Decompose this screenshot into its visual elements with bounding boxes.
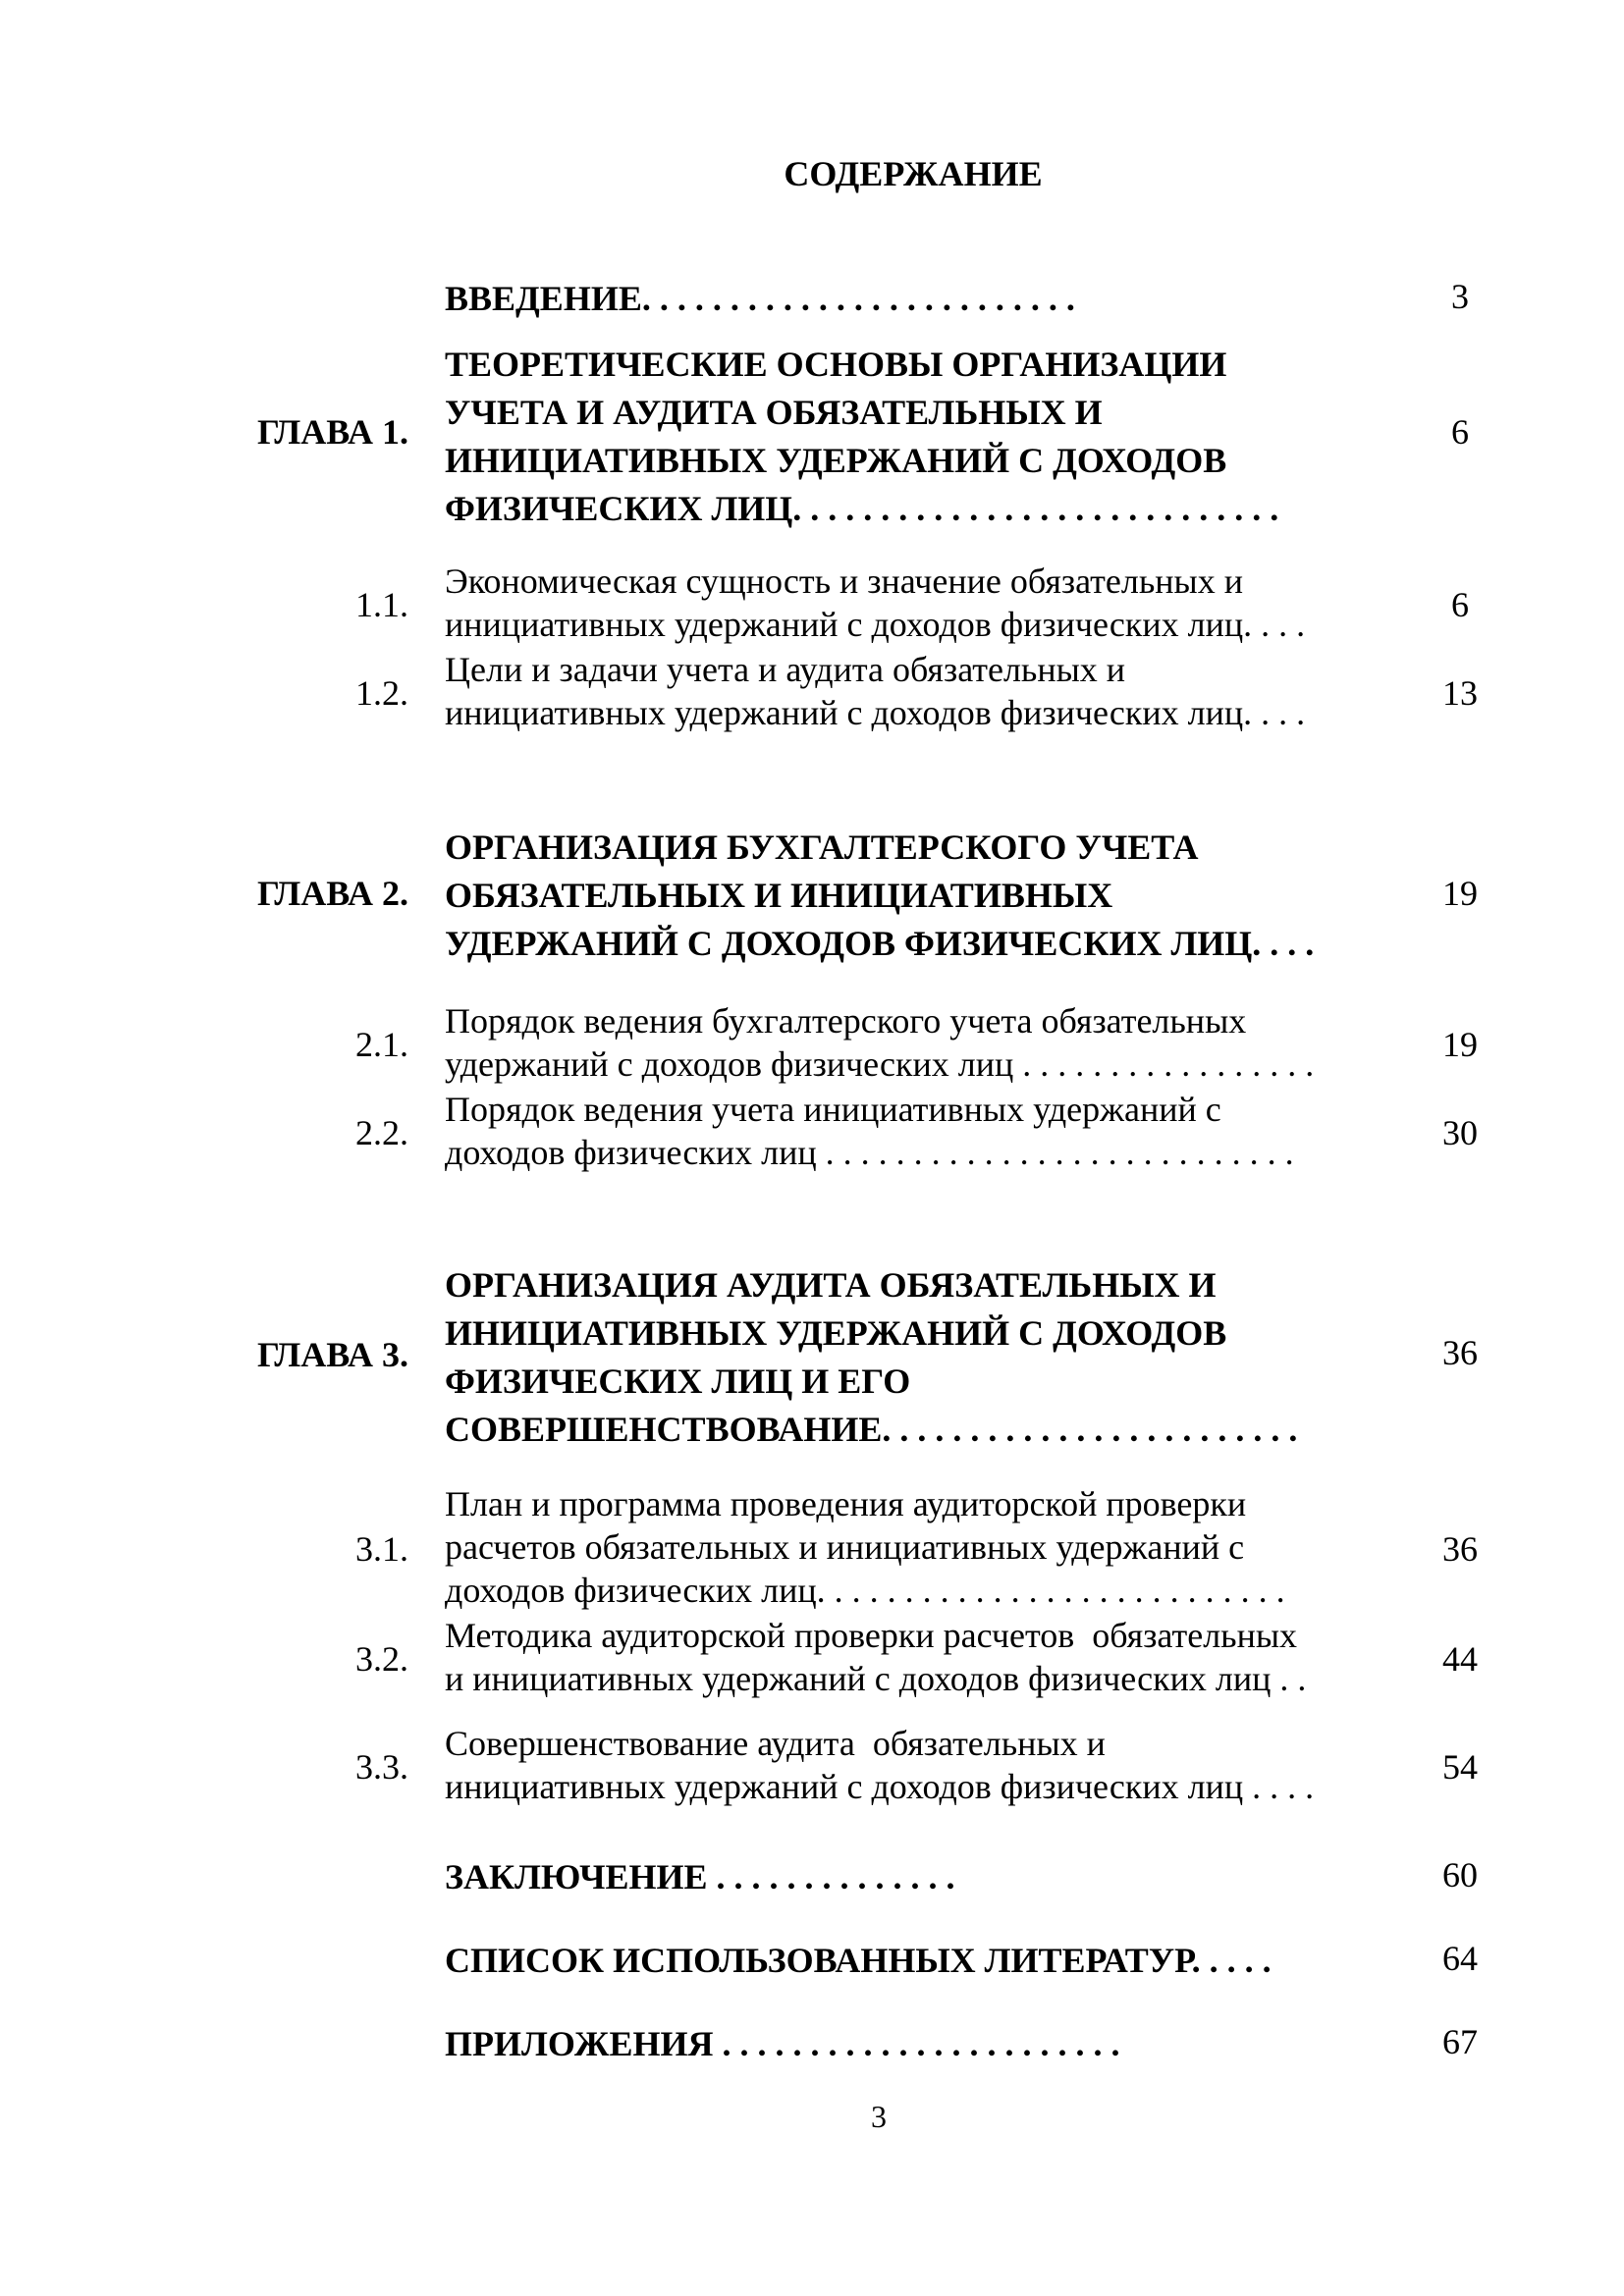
toc-entry-page: 13 — [1442, 673, 1478, 713]
toc-entry-page: 19 — [1442, 874, 1478, 913]
toc-entry-title — [445, 824, 1407, 968]
toc-entry-page: 36 — [1442, 1529, 1478, 1569]
toc-title-line: доходов физических лиц . . . . . . . . . . . . . . . . . . . . . . . . . . . — [445, 1133, 1294, 1172]
toc-entry-label: ГЛАВА 1. — [256, 412, 408, 452]
toc-title-line: УЧЕТА И АУДИТА ОБЯЗАТЕЛЬНЫХ И — [445, 393, 1103, 432]
toc-title-line: СПИСОК ИСПОЛЬЗОВАННЫХ ЛИТЕРАТУР. . . . . — [445, 1941, 1272, 1980]
toc-title-line: ОРГАНИЗАЦИЯ АУДИТА ОБЯЗАТЕЛЬНЫХ И — [445, 1265, 1217, 1305]
toc-title-line: ИНИЦИАТИВНЫХ УДЕРЖАНИЙ С ДОХОДОВ — [445, 441, 1227, 480]
toc-title-line: и инициативных удержаний с доходов физических лиц . . — [445, 1659, 1307, 1698]
toc-entry-page: 30 — [1442, 1113, 1478, 1152]
toc-entry-title — [445, 275, 1407, 323]
toc-entry-label: 1.1. — [355, 585, 408, 624]
toc-entry-page: 36 — [1442, 1333, 1478, 1372]
toc-entry-title — [445, 1261, 1407, 1454]
toc-entry-title — [445, 999, 1407, 1086]
toc-entry-title — [445, 1937, 1407, 1985]
toc-title-line: инициативных удержаний с доходов физических лиц. . . . — [445, 693, 1306, 732]
toc-title-line: УДЕРЖАНИЙ С ДОХОДОВ ФИЗИЧЕСКИХ ЛИЦ. . . . — [445, 924, 1315, 963]
toc-title-line: Порядок ведения учета инициативных удержаний с — [445, 1090, 1221, 1129]
toc-entry-page: 6 — [1451, 412, 1469, 452]
toc-entry-label: 2.1. — [355, 1025, 408, 1064]
toc-entry-label: ГЛАВА 2. — [256, 874, 408, 913]
toc-entry-title — [445, 1853, 1407, 1901]
toc-entry-label: 1.2. — [355, 673, 408, 713]
toc-title-line: инициативных удержаний с доходов физических лиц . . . . — [445, 1767, 1315, 1806]
toc-title-line: расчетов обязательных и инициативных удержаний с — [445, 1527, 1245, 1567]
toc-entry-page: 3 — [1451, 277, 1469, 316]
toc-title-line: ЗАКЛЮЧЕНИЕ . . . . . . . . . . . . . . — [445, 1857, 955, 1896]
toc-entry-title — [445, 1614, 1407, 1700]
toc-title-line: удержаний с доходов физических лиц . . . . . . . . . . . . . . . . . — [445, 1044, 1315, 1084]
toc-title-line: инициативных удержаний с доходов физических лиц. . . . — [445, 605, 1306, 644]
toc-entry-title — [445, 2020, 1407, 2068]
toc-title-line: ИНИЦИАТИВНЫХ УДЕРЖАНИЙ С ДОХОДОВ — [445, 1313, 1227, 1353]
toc-entry-page: 54 — [1442, 1747, 1478, 1787]
toc-title-line: ОБЯЗАТЕЛЬНЫХ И ИНИЦИАТИВНЫХ — [445, 876, 1113, 915]
toc-entry-label: ГЛАВА 3. — [256, 1335, 408, 1374]
toc-title-line: ФИЗИЧЕСКИХ ЛИЦ. . . . . . . . . . . . . . . . . . . . . . . . . . . . — [445, 489, 1279, 528]
page-title: СОДЕРЖАНИЕ — [784, 154, 1043, 193]
toc-entry-title — [445, 1722, 1407, 1808]
toc-title-line: ФИЗИЧЕСКИХ ЛИЦ И ЕГО — [445, 1362, 911, 1401]
toc-title-line: ПРИЛОЖЕНИЯ . . . . . . . . . . . . . . . . . . . . . . . — [445, 2024, 1120, 2063]
toc-title-line: ВВЕДЕНИЕ. . . . . . . . . . . . . . . . . . . . . . . . . — [445, 279, 1075, 318]
toc-entry-title — [445, 1482, 1407, 1612]
toc-title-line: ТЕОРЕТИЧЕСКИЕ ОСНОВЫ ОРГАНИЗАЦИИ — [445, 345, 1227, 384]
toc-entry-title — [445, 1088, 1407, 1174]
toc-entry-page: 6 — [1451, 585, 1469, 624]
toc-entry-page: 60 — [1442, 1855, 1478, 1895]
toc-entry-page: 44 — [1442, 1639, 1478, 1679]
toc-entry-title — [445, 648, 1407, 734]
toc-entry-page: 64 — [1442, 1939, 1478, 1978]
toc-title-line: Цели и задачи учета и аудита обязательных и — [445, 650, 1126, 689]
toc-title-line: Порядок ведения бухгалтерского учета обязательных — [445, 1001, 1247, 1041]
toc-title-line: СОВЕРШЕНСТВОВАНИЕ. . . . . . . . . . . . . . . . . . . . . . . . — [445, 1410, 1298, 1449]
toc-title-line: План и программа проведения аудиторской проверки — [445, 1484, 1247, 1523]
toc-entry-label: 3.2. — [355, 1639, 408, 1679]
toc-title-line: ОРГАНИЗАЦИЯ БУХГАЛТЕРСКОГО УЧЕТА — [445, 828, 1199, 867]
toc-title-line: Экономическая сущность и значение обязательных и — [445, 561, 1243, 601]
toc-title-line: Совершенствование аудита обязательных и — [445, 1724, 1106, 1763]
toc-entry-label: 3.1. — [355, 1529, 408, 1569]
toc-entry-label: 2.2. — [355, 1113, 408, 1152]
toc-entry-page: 19 — [1442, 1025, 1478, 1064]
toc-entry-page: 67 — [1442, 2022, 1478, 2061]
toc-title-line: доходов физических лиц. . . . . . . . . . . . . . . . . . . . . . . . . . . — [445, 1571, 1285, 1610]
toc-entry-title — [445, 341, 1407, 533]
page-number: 3 — [871, 2099, 887, 2134]
toc-entry-label: 3.3. — [355, 1747, 408, 1787]
toc-title-line: Методика аудиторской проверки расчетов обязательных — [445, 1616, 1298, 1655]
toc-entry-title — [445, 560, 1407, 646]
